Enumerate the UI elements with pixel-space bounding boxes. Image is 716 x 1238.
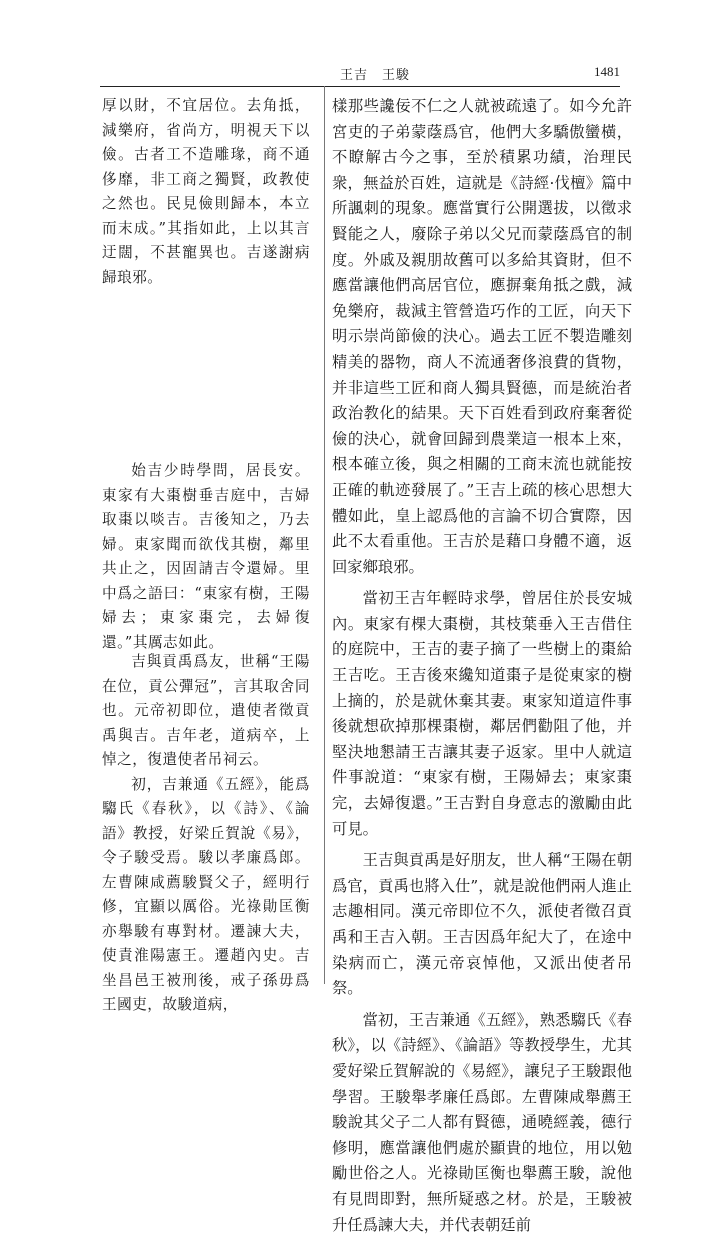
column-divider xyxy=(324,86,325,984)
translation-paragraph-3: 王吉與貢禹是好朋友，世人稱“王陽在朝爲官，貢禹也將入仕”，就是說他們兩人進止志趣相同。漢元帝即位不久，派使者徵召貢禹和王吉入朝。王吉因爲年紀大了，在途中染病而亡，漢元帝哀悼他，又派出使者吊祭。 xyxy=(332,851,632,998)
translation-column xyxy=(332,94,632,1238)
translation-paragraph-2: 當初王吉年輕時求學，曾居住於長安城內。東家有棵大棗樹，其枝葉垂入王吉借住的庭院中，王吉的妻子摘了一些樹上的棗給王吉吃。王吉後來纔知道棗子是從東家的樹上摘的，於是就休棄其妻。東家知道這件事後就想砍掉那棵棗樹，鄰居們勸阻了他，并堅決地懇請王吉讓其妻子返家。里中人就這件事說道：“東家有樹，王陽婦去；東家棗完，去婦復還。”王吉對自身意志的激勵由此可見。 xyxy=(332,589,632,838)
translation-paragraph-4: 當初，王吉兼通《五經》，熟悉騶氏《春秋》，以《詩經》、《論語》等教授學生，尤其愛好梁丘賀解說的《易經》，讓兒子王駿跟他學習。王駿舉孝廉任爲郎。左曹陳咸舉薦王駿說其父子二人都有賢德，通曉經義，德行修明，應當讓他們處於顯貴的地位，用以勉勵世俗之人。光祿勛匡衡也舉薦王駿，說他有見問即對，無所疑惑之材。於是，王駿被升任爲諫大夫，并代表朝廷前 xyxy=(332,1010,632,1234)
page-number: 1481 xyxy=(594,64,620,79)
translation-paragraph-1: 樣那些讒佞不仁之人就被疏遠了。如今允許宮吏的子弟蒙蔭爲官，他們大多驕傲蠻橫，不瞭解古今之事，至於積累功績，治理民衆，無益於百姓，這就是《詩經·伐檀》篇中所諷刺的現象。應當實行公開選拔，以徵求賢能之人，廢除子弟以父兄而蒙蔭爲官的制度。外戚及親朋故舊可以多給其資財，但不應當讓他們高居官位，應摒棄角抵之戲，減免樂府，裁減主管營造巧作的工匠，向天下明示崇尚節儉的決心。過去工匠不製造雕刻精美的器物，商人不流通奢侈浪費的貨物，并非這些工匠和商人獨具賢德，而是統治者政治教化的結果。天下百姓看到政府棄奢從儉的決心，就會回歸到農業這一根本上來，根本確立後，與之相關的工商末流也就能按正確的軌迹發展了。”王吉上疏的核心思想大體如此，皇上認爲他的言論不切合實際，因此不太看重他。王吉於是藉口身體不適，返回家鄉琅邪。 xyxy=(332,97,632,576)
classical-passage-3-wrapper xyxy=(102,650,310,1018)
classical-passage-2-wrapper xyxy=(102,459,310,655)
running-title: 王吉 王駿 xyxy=(340,68,411,83)
classical-passage-2: 始吉少時學問，居長安。東家有大棗樹垂吉庭中，吉婦取棗以啖吉。吉後知之，乃去婦。東家聞而欲伐其樹，鄰里共止之，因固請吉令還婦。里中爲之語曰：“東家有樹，王陽婦去；東家棗完，去婦復還。”其厲志如此。 xyxy=(102,462,310,651)
header-rule xyxy=(100,86,620,87)
classical-passage-4: 初，吉兼通《五經》，能爲騶氏《春秋》，以《詩》、《論語》教授，好梁丘賀說《易》，令子駿受焉。駿以孝廉爲郎。左曹陳咸薦駿賢父子，經明行修，宜顯以厲俗。光祿勛匡衡亦舉駿有專對材。遷諫大夫，使責淮陽憲王。遷趙內史。吉坐昌邑王被刑後，戒子孫毋爲王國吏，故駿道病， xyxy=(102,775,310,1013)
page-header xyxy=(100,64,620,86)
classical-passage-3: 吉與貢禹爲友，世稱“王陽在位，貢公彈冠”，言其取舍同也。元帝初即位，遣使者徵貢禹與吉。吉年老，道病卒，上悼之，復遣使者吊祠云。 xyxy=(102,653,310,768)
classical-passage-1: 厚以財，不宜居位。去角抵，減樂府，省尚方，明視天下以儉。古者工不造雕瑑，商不通侈靡，非工商之獨賢，政教使之然也。民見儉則歸本，本立而末成。”其指如此，上以其言迂闊，不甚寵異也。吉遂謝病歸琅邪。 xyxy=(102,97,310,286)
classical-text-column xyxy=(102,94,310,1013)
